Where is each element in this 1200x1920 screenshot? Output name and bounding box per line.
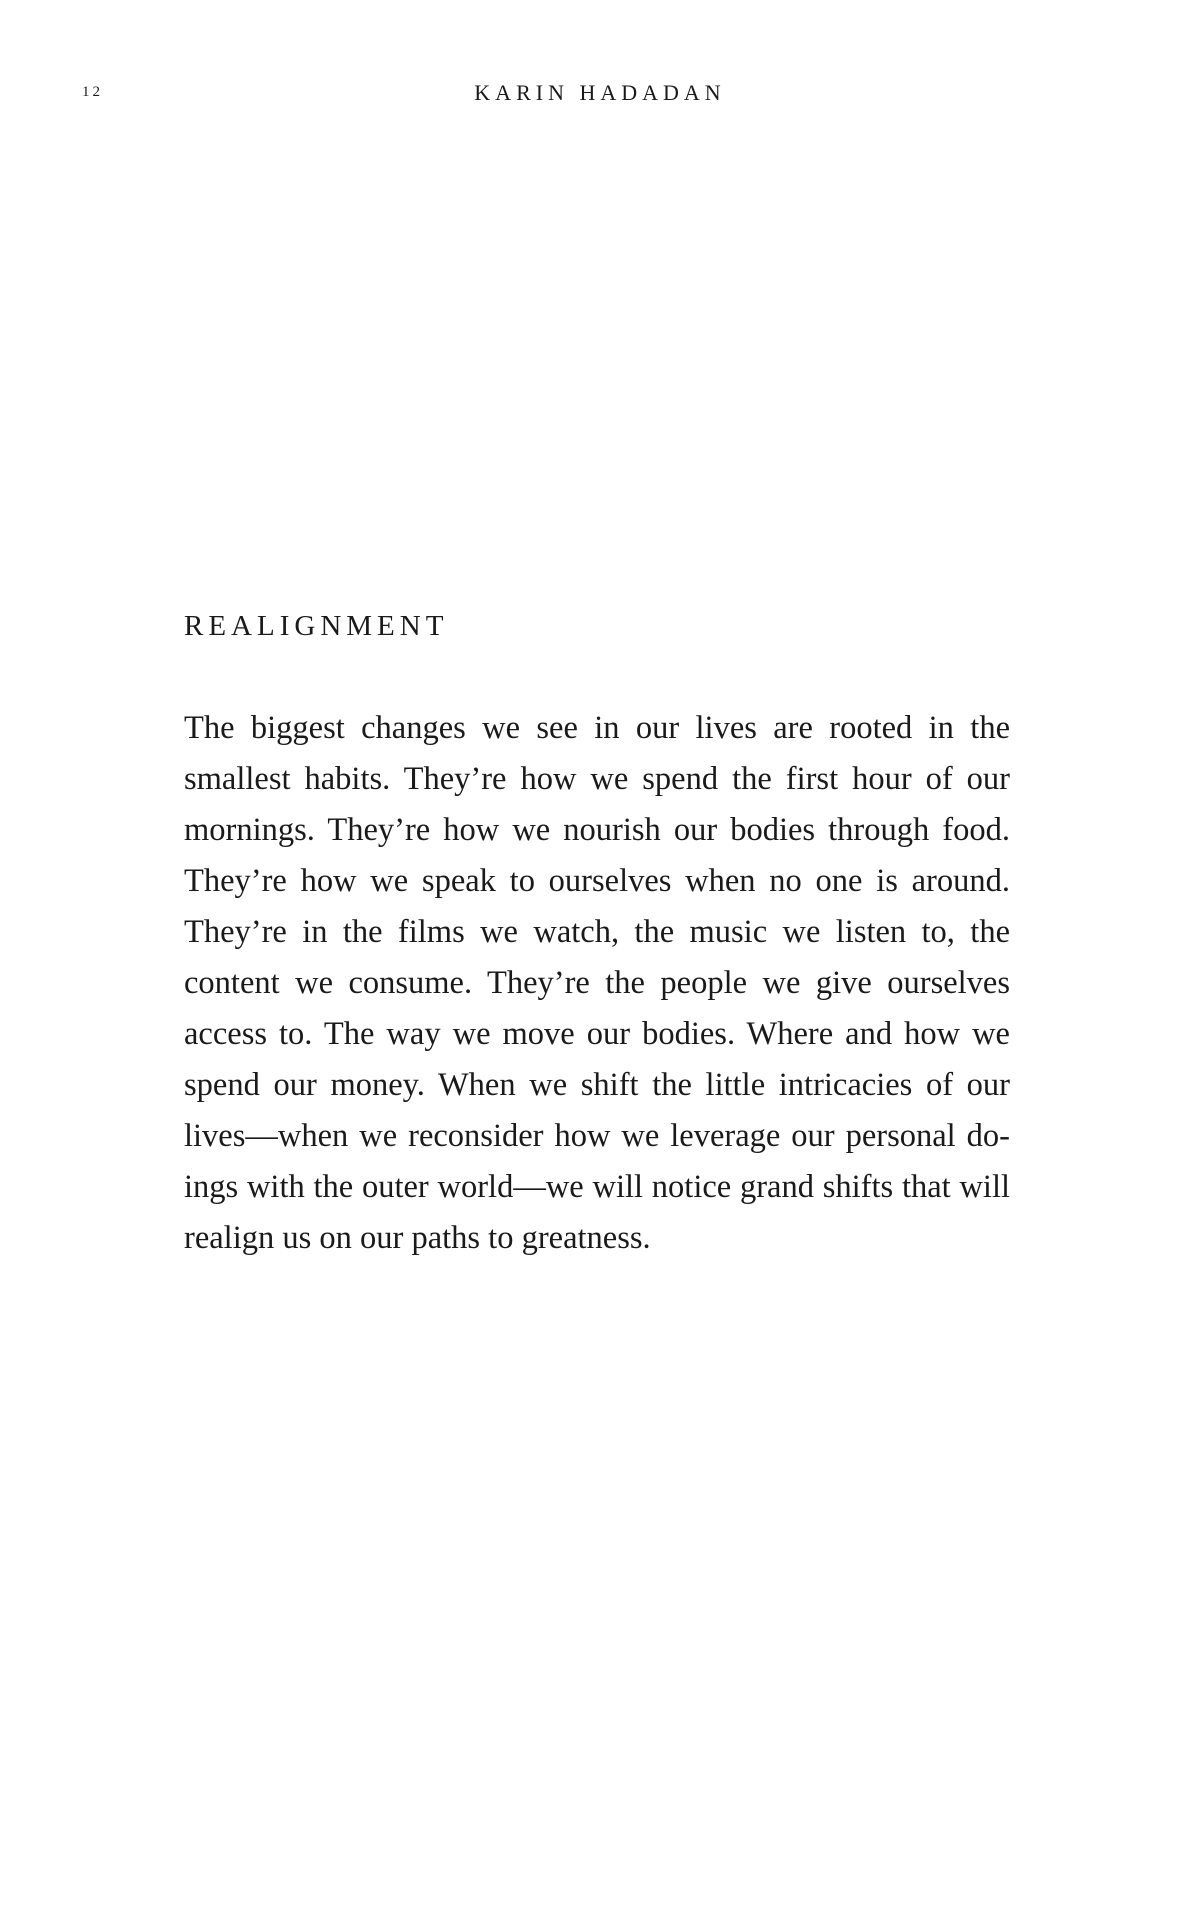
author-name: KARIN HADADAN [474,80,726,105]
chapter-section [184,612,1010,1264]
running-head [0,80,1200,108]
section-title: REALIGNMENT [184,610,449,642]
page-number: 12 [82,84,103,100]
body-paragraph: The biggest changes we see in our lives are rooted in the smallest habits. They’re how we spend the first hour of our mornings. They’re how we nourish our bodies through food. They’re how we speak to ourselves when no one is around. They’re in the films we watch, the music we listen to, the content we consume. They’re the people we give ourselves access to. The way we move our bodies. Where and how we spend our money. When we shift the little intricacies of our lives—when we reconsider how we leverage our personal doings with the outer world—we will notice grand shifts that will realign us on our paths to greatness. [184,710,1010,1256]
